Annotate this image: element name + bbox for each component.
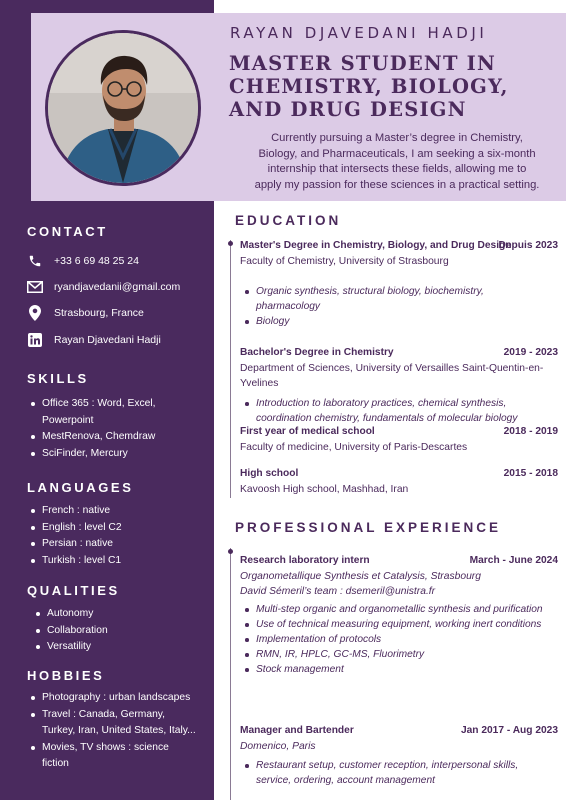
list-item: Collaboration xyxy=(35,623,215,640)
education-entry-institution: Department of Sciences, University of Versailles Saint-Quentin-en- Yvelines xyxy=(240,363,544,389)
education-entry-title: Bachelor's Degree in Chemistry xyxy=(240,347,394,358)
list-item: Movies, TV shows : science fiction xyxy=(30,740,210,773)
phone-number: +33 6 69 48 25 24 xyxy=(54,255,139,267)
list-item: Travel : Canada, Germany, Turkey, Iran, United States, Italy... xyxy=(30,707,210,740)
summary-line: Currently pursuing a Master’s degree in Chemistry, xyxy=(271,132,523,144)
person-name: RAYAN DJAVEDANI HADJI xyxy=(230,24,488,42)
experience-entry-date: Jan 2017 - Aug 2023 xyxy=(460,725,558,736)
mail-icon xyxy=(27,279,43,295)
list-item: Implementation of protocols xyxy=(245,632,563,647)
list-item: Persian : native xyxy=(30,536,210,553)
list-item: French : native xyxy=(30,503,210,520)
education-timeline xyxy=(230,240,231,498)
qualities-heading: QUALITIES xyxy=(27,583,120,598)
education-entry-institution: Faculty of Chemistry, University of Strasbourg xyxy=(240,256,449,267)
summary-line: Biology, and Pharmaceuticals, I am seeking a six-month xyxy=(258,147,536,160)
list-item: Turkish : level C1 xyxy=(30,553,210,570)
education-entry-institution: Kavoosh High school, Mashhad, Iran xyxy=(240,484,409,495)
education-entry-date: Depuis 2023 xyxy=(498,240,558,251)
timeline-dot xyxy=(228,241,233,246)
contact-phone[interactable] xyxy=(27,252,139,270)
education-heading: EDUCATION xyxy=(235,213,342,228)
languages-heading: LANGUAGES xyxy=(27,480,134,495)
education-entry-title: First year of medical school xyxy=(240,426,375,437)
profile-summary xyxy=(234,131,560,193)
list-item: RMN, IR, HPLC, GC-MS, Fluorimetry xyxy=(245,647,563,662)
list-item: Restaurant setup, customer reception, interpersonal skills, service, ordering, account management xyxy=(245,758,563,788)
list-item: Office 365 : Word, Excel, Powerpoint xyxy=(30,396,210,429)
skills-heading: SKILLS xyxy=(27,371,89,386)
education-entry-date: 2019 - 2023 xyxy=(503,347,558,358)
skills-list xyxy=(30,396,210,462)
experience-entry-title: Research laboratory intern xyxy=(240,555,370,566)
education-entry-institution: Faculty of medicine, University of Paris-Descartes xyxy=(240,442,468,453)
location-text: Strasbourg, France xyxy=(54,307,144,319)
headline-line: MASTER STUDENT IN xyxy=(229,52,497,75)
education-entry-date: 2015 - 2018 xyxy=(503,468,558,479)
headline-line: CHEMISTRY, BIOLOGY, xyxy=(229,75,509,98)
contact-email[interactable] xyxy=(27,278,180,296)
experience-entry-employer: Domenico, Paris xyxy=(240,741,316,752)
list-item: Use of technical measuring equipment, working inert conditions xyxy=(245,617,563,632)
list-item: MestRenova, Chemdraw xyxy=(30,429,210,446)
experience-entry-bullets xyxy=(245,758,563,788)
list-item: Versatility xyxy=(35,639,215,656)
location-pin-icon xyxy=(27,305,43,321)
qualities-list xyxy=(35,606,215,656)
list-item: Autonomy xyxy=(35,606,215,623)
education-entry-bullets xyxy=(245,284,563,329)
list-item: Organic synthesis, structural biology, biochemistry, pharmacology xyxy=(245,284,563,314)
summary-line: internship that intersects these fields, allowing me to xyxy=(267,163,527,175)
experience-entry-title: Manager and Bartender xyxy=(240,725,354,736)
linkedin-name: Rayan Djavedani Hadji xyxy=(54,334,161,346)
list-item: Photography : urban landscapes xyxy=(30,690,210,707)
experience-entry-employer: Organometallique Synthesis et Catalysis, Strasbourg David Sémeril’s team : dsemeril@unistra.fr xyxy=(240,571,481,597)
linkedin-icon xyxy=(27,332,43,348)
education-entry-title: High school xyxy=(240,468,299,479)
phone-icon xyxy=(27,253,43,269)
contact-heading: CONTACT xyxy=(27,224,108,239)
profile-photo xyxy=(48,33,198,183)
education-entry-title: Master's Degree in Chemistry, Biology, and Drug Design xyxy=(240,240,512,251)
education-entry-date: 2018 - 2019 xyxy=(503,426,558,437)
experience-entry-date: March - June 2024 xyxy=(469,555,558,566)
list-item: Biology xyxy=(245,314,563,329)
email-address: ryandjavedanii@gmail.com xyxy=(54,281,181,293)
list-item: Introduction to laboratory practices, chemical synthesis, coordination chemistry, fundamentals of molecular biology xyxy=(245,396,563,426)
contact-linkedin[interactable] xyxy=(27,331,161,349)
headline-line: AND DRUG DESIGN xyxy=(229,98,467,121)
hobbies-heading: HOBBIES xyxy=(27,668,105,683)
contact-location xyxy=(27,304,144,322)
profile-photo-frame xyxy=(45,30,201,186)
list-item: SciFinder, Mercury xyxy=(30,446,210,463)
languages-list xyxy=(30,503,210,569)
timeline-dot xyxy=(228,549,233,554)
summary-line: apply my passion for these sciences in a practical setting. xyxy=(254,178,540,191)
experience-timeline xyxy=(230,548,231,800)
list-item: Stock management xyxy=(245,662,563,677)
list-item: English : level C2 xyxy=(30,520,210,537)
experience-entry-bullets xyxy=(245,602,563,677)
education-entry-bullets xyxy=(245,396,563,426)
list-item: Multi-step organic and organometallic synthesis and purification xyxy=(245,602,563,617)
experience-heading: PROFESSIONAL EXPERIENCE xyxy=(235,520,502,535)
headline xyxy=(229,52,559,121)
hobbies-list xyxy=(30,690,210,773)
